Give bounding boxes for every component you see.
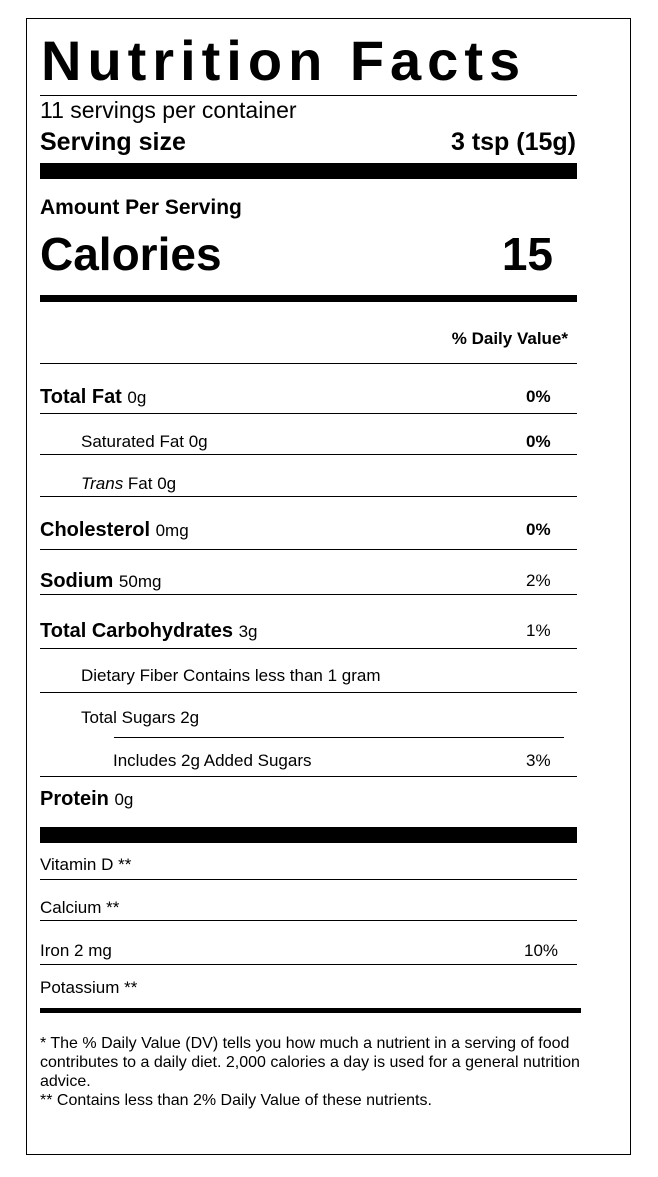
row-rule — [40, 648, 577, 649]
protein-label: Protein — [40, 788, 109, 810]
dv-header-rule — [40, 363, 577, 364]
footnotes — [40, 1034, 620, 1110]
nutrition-facts-label — [26, 18, 631, 1155]
title-rule — [40, 95, 577, 96]
protein-row — [40, 787, 577, 811]
added-sugars-label: Includes 2g Added Sugars — [113, 751, 312, 770]
row-rule — [40, 496, 577, 497]
cholesterol-label: Cholesterol — [40, 519, 151, 541]
less-than-footnote: ** Contains less than 2% Daily Value of these nutrients. — [40, 1092, 432, 1109]
added-sugars-row — [40, 749, 577, 773]
trans-fat-italic: Trans — [81, 474, 124, 493]
row-rule — [40, 920, 577, 921]
iron-dv: 10% — [524, 941, 559, 960]
sodium-dv: 2% — [526, 571, 551, 590]
trans-fat-row — [40, 472, 577, 496]
serving-size-value: 3 tsp (15g) — [450, 128, 576, 156]
row-rule — [40, 454, 577, 455]
total-fat-row — [40, 385, 577, 409]
dv-footnote: * The % Daily Value (DV) tells you how much a nutrient in a serving of food contributes to a daily diet. 2,000 calories a day is used for a general nutrition advice. — [40, 1035, 580, 1090]
daily-value-header: % Daily Value* — [451, 329, 568, 348]
row-rule — [40, 594, 577, 595]
total-fat-label: Total Fat — [40, 386, 122, 408]
vitamin-d-row — [40, 853, 577, 877]
row-rule — [40, 413, 577, 414]
amount-per-serving: Amount Per Serving — [40, 196, 242, 219]
protein-amount: 0g — [114, 790, 134, 809]
total-carbohydrates-label: Total Carbohydrates — [40, 620, 233, 642]
protein-thick-rule — [40, 827, 577, 843]
trans-fat-label: Fat 0g — [123, 474, 177, 493]
vitamin-d-label: Vitamin D ** — [40, 855, 132, 874]
row-rule — [40, 692, 577, 693]
total-fat-amount: 0g — [127, 388, 147, 407]
cholesterol-dv: 0% — [526, 520, 551, 539]
row-rule — [40, 549, 577, 550]
sugars-sub-rule — [114, 737, 564, 738]
dietary-fiber-row — [40, 664, 577, 688]
row-rule — [40, 879, 577, 880]
saturated-fat-label: Saturated Fat 0g — [81, 432, 208, 451]
total-carbohydrates-dv: 1% — [526, 621, 551, 640]
dietary-fiber-label: Dietary Fiber Contains less than 1 gram — [81, 666, 381, 685]
saturated-fat-row — [40, 430, 577, 454]
calories-label: Calories — [40, 228, 222, 280]
calories-thick-rule — [40, 295, 577, 302]
sodium-label: Sodium — [40, 570, 114, 592]
servings-per-container: 11 servings per container — [40, 97, 297, 123]
calcium-row — [40, 896, 577, 920]
row-rule — [40, 776, 577, 777]
total-carbohydrates-amount: 3g — [238, 622, 258, 641]
serving-size-label: Serving size — [40, 128, 186, 156]
serving-thick-rule — [40, 163, 577, 179]
row-rule — [40, 964, 577, 965]
cholesterol-row — [40, 518, 577, 542]
total-sugars-row — [40, 706, 577, 730]
total-carbohydrates-row — [40, 619, 577, 643]
footer-thick-rule — [40, 1008, 581, 1013]
calories-value: 15 — [501, 228, 553, 280]
potassium-row — [40, 976, 577, 1000]
total-sugars-label: Total Sugars 2g — [81, 708, 200, 727]
label-title: Nutrition Facts — [41, 29, 527, 92]
cholesterol-amount: 0mg — [155, 521, 189, 540]
saturated-fat-dv: 0% — [526, 432, 551, 451]
iron-label: Iron 2 mg — [40, 941, 112, 960]
calcium-label: Calcium ** — [40, 898, 120, 917]
total-fat-dv: 0% — [526, 387, 551, 406]
sodium-amount: 50mg — [118, 572, 162, 591]
potassium-label: Potassium ** — [40, 978, 138, 997]
iron-row — [40, 939, 577, 963]
sodium-row — [40, 569, 577, 593]
added-sugars-dv: 3% — [526, 751, 551, 770]
